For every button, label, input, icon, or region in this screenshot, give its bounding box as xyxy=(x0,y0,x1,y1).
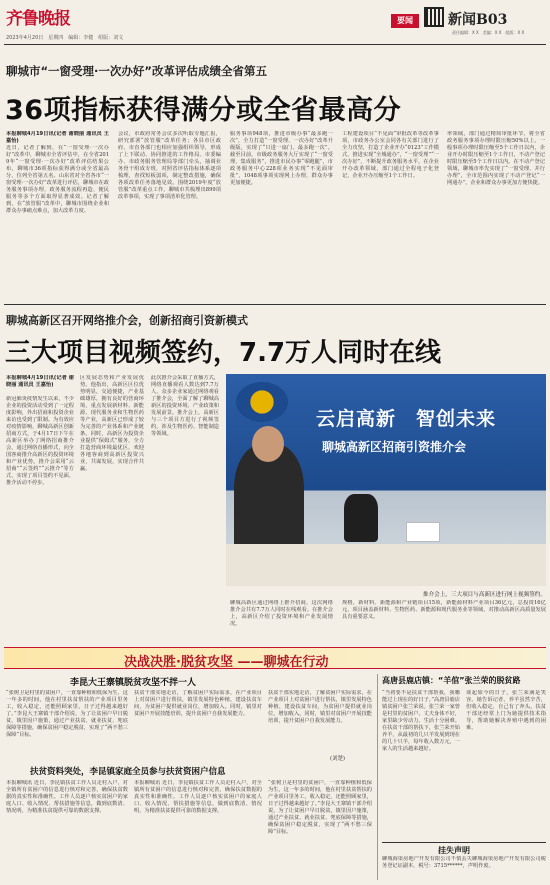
story2-col1: 新冠肺炎疫情发生以来，不少企业的投资活动受到了一定程度影响，外出招商和投资企业来访也受到了限制。为有效应对疫情影响，聊城高新区创新招商方式，于4月17日下午在高新区举办了网络招商推介会，通过网络直播形式，向全国客商推介高新区的投资环境和产业优势。推介会采用“云招商”“云签约”“云推介”等方式，实现了项目签约不见面、推介活动不停步。 xyxy=(6,396,74,486)
story3-sub2-body-a: 本报聊城讯 近日，李昆镇扶贫工作人员走村入户，对全镇所有贫困户的信息进行核对和完善，确保扶贫数据的真实性和准确性。工作人员逐户核实贫困户的家庭人口、收入情况、帮扶措施等信息，做到底数清、情况明，为精准扶贫提供可靠的数据支撑。 xyxy=(6,780,128,814)
story3-left-title: 李昆大王寨镇脱贫攻坚不拌一人 xyxy=(70,678,197,688)
story1-col4: 工程建设项目“不见面”审批改革等改革事项，市政务办公室会同各有关部门进行了全力攻坚，打造了企业开办“0123”工作模式，推进实现“全城通办”，“一窗受理”“一次办好”，不断提升政务服务水平。在企业开办改革领域，部门通过全程电子化登记，企业开办压缩至1个工作日。 xyxy=(342,131,439,179)
poverty-banner xyxy=(4,647,546,669)
qr-code-icon xyxy=(424,7,444,27)
story2-col3: 此次推介会采取了直播方式，网络直播观看人数达到7.7万人，众多企业家通过网络观看了推介会，全面了解了聊城高新区的投资环境、产业政策和发展前景。推介会上，高新区与三个项目方进行了视频签约，涉及生物医药、智能制造等领域。 xyxy=(151,375,219,437)
story1-headline: 36项指标获得满分或全省最高分 xyxy=(5,95,402,126)
news-photo xyxy=(226,374,546,586)
story2-kicker: 聊城高新区召开网络推介会，创新招商引资新模式 xyxy=(6,314,248,327)
table-surface xyxy=(226,544,546,586)
photo-banner-text: 云启高新 智创未来 xyxy=(316,408,497,430)
story3-left-body-a: “张树卫是村里的贫困户，一直靠种植和低保为生，这一年多的时间，他在村里扶贫帮扶的产业项目里务工，收入稳定，还能照顾家里，日子过得越来越好了。”李昆大王寨镇干部介绍说，为了让贫困户早日脱贫，镇里因户施策，通过产业扶贫、就业扶贫、兜底保障等措施，确保贫困户稳定脱贫，实现了“两不愁三保障”目标。 xyxy=(6,690,128,738)
photo-banner-subtext: 聊城高新区招商引资推介会 xyxy=(322,440,467,454)
edition-label: 新闻B03 xyxy=(448,12,508,28)
story3-right-body-a: “当初要不是扶贫干部帮我，我哪能过上现在的好日子。”高唐县鹿店镇贫困户张兰荣说。张兰荣一家曾是村里的贫困户，丈夫身体不好，家里缺少劳动力，生活十分困难。在扶贫干部的帮扶下，张兰荣开始养羊，从最初的几只羊发展到现在的几十只羊，每年收入数万元，一家人的生活越来越好。 xyxy=(382,690,460,752)
story2-byline: 本报聊城4月19日讯(记者 谢晓丽 通讯员 王嘉怡) xyxy=(6,375,74,388)
stage-logo-icon xyxy=(236,382,288,422)
story3-sub2-body-b: 本报聊城讯 近日，李昆镇扶贫工作人员走村入户，对全镇所有贫困户的信息进行核对和完善，确保扶贫数据的真实性和准确性。工作人员逐户核实贫困户的家庭人口、收入情况、帮扶措施等信息，做到底数清、情况明，为精准扶贫提供可靠的数据支撑。 xyxy=(134,780,262,814)
story1-byline: 本报聊城4月19日讯(记者 谢晓丽 通讯员 王嘉怡) xyxy=(6,131,109,144)
story1-col1: 近日，记者了解到，在“一窗受理·一次办好”改革中，聊城市全省评估中，在全省2019年“一窗受理·一次办好”改革评估结果公布，聊城市36项指标获得满分或全省最高分，位列全省第五名。山东省对全省各市“一窗受理·一次办好”改革进行评估，聊城市在政务服务事项办理、政务服务流程再造、便民服务等多个方面取得显著成效。记者了解到，在“放管服”改革中，聊城市围绕企业和群众办事痛点难点，加大改革力度。 xyxy=(6,145,109,214)
story1-kicker: 聊城市“一窗受理·一次办好”改革评估成绩全省第五 xyxy=(6,64,267,78)
story2-headline: 三大项目视频签约，7.7万人同时在线 xyxy=(5,338,442,368)
newspaper-logo: 齐鲁晚报 xyxy=(6,9,70,29)
notice-body: 聊城海渠房地产开发有限公司不慎丢失聊城海渠房地产开发有限公司税务登记证副本，税号：3715******，声明作废。 xyxy=(382,856,546,869)
story3-sub2-body-c: “张树卫是村里的贫困户，一直靠种植和低保为生，这一年多的时间，他在村里扶贫帮扶的产业项目里务工，收入稳定，还能照顾家里，日子过得越来越好了。”李昆大王寨镇干部介绍说，为了让贫困户早日脱贫，镇里因户施策，通过产业扶贫、就业扶贫、兜底保障等措施，确保贫困户稳定脱贫，实现了“两不愁三保障”目标。 xyxy=(268,780,372,835)
section-tag: 要闻 xyxy=(391,14,419,28)
story2-col2: 区发展态势和产业发展优势。他指出，高新区区位优势明显，交通便捷，产业基础雄厚，拥有良好的营商环境，重点发展新材料、新能源、现代服务业和生物医药等产业，高新区已形成了较为完善的产业体系和产业链条。同时，高新区为投资企业提供“保姆式”服务，全力打造营商环境最优区，欢迎各地客商到高新区投资兴业，共谋发展，实现合作共赢。 xyxy=(80,375,144,472)
story3-divider xyxy=(377,674,378,880)
story3-right-body-b: 谈起如今的日子，张兰荣满是笑容。她告诉记者，养羊虽然辛苦，但收入稳定，自己有了奔头。扶贫干部还经常上门为她提供技术指导，帮助她解决养殖中遇到的困难。 xyxy=(466,690,546,731)
person-figure-head xyxy=(252,426,284,462)
story3-left-body-c: 扶贫干部实地走访，了解贫困户实际需求，在产业项目上对贫困户进行帮扶，镇里发展特色种植，建设扶贫车间，为贫困户提供就业岗位，增加收入。同时，镇里对贫困户开展技能培训，提升贫困户自我发展能力。 xyxy=(268,690,372,724)
notice-box xyxy=(382,842,546,882)
editor-line: 责任编辑：X X 美编：X X 组版：X X xyxy=(452,30,525,35)
photo-caption: 推介会上，三大项目与高新区进行网上视频签约。 xyxy=(422,592,546,598)
story3-right-title: 高唐县鹿店镇：“羊倌”张兰荣的脱贫路 xyxy=(382,676,521,685)
name-card xyxy=(406,522,440,542)
story3-sub2-title: 扶贫资料突处，李昆镇家庭全员参与扶贫资困户信息 xyxy=(30,767,226,777)
desk-figure xyxy=(344,494,378,542)
notice-title: 挂失声明 xyxy=(438,846,470,855)
story3-left-body-b: 扶贫干部实地走访，了解贫困户实际需求，在产业项目上对贫困户进行帮扶，镇里发展特色种植，建设扶贫车间，为贫困户提供就业岗位，增加收入。同时，镇里对贫困户开展技能培训，提升贫困户自我发展能力。 xyxy=(134,690,262,717)
masthead-rule xyxy=(4,44,546,45)
story3-author: (刘楚) xyxy=(330,756,345,762)
story1-col2: 会议，市政府常务会议多次听取专题汇报，研究部署“放管服”改革任务；各县市区政府、市直各部门也相应加强组织领导，形成了上下联动、协同推进的工作格局。市委编办、市政务服务管理局等部门牵头，抽调业务骨干组成专班，对照省评估指标体系逐项梳理，查找短板弱项，制定整改措施，确保各项改革任务落地见效。围绕2019年度“放管服”改革重点工作，聊城市共梳理出899项改革事项，实现了事项清单化管理。 xyxy=(118,131,221,200)
story1-col3: 服务事项948项，推进市级办事“最多跑一次”，全力打造“一窗受理、一次办好”改革升级版，实现了“只进一扇门、最多跑一次”。截至目前，市级政务服务大厅实现了“一窗受理、集成服务”，推进市民办事“零跑腿”，市政务服务中心228项业务实现“不见面审批”，1048项事项实现网上办理，群众办事更加便捷。 xyxy=(230,131,333,186)
story2-col4: 聊城高新区通过网络上推介招商，这次网络推介会共有7.7万人同时在线观看。在推介会上，高新区介绍了投资环境和产业发展情况。 xyxy=(230,600,333,627)
story1-col5: 率领域，部门通过精简审批环节，将全省政务服务事项办理时限压缩50%以上，一般事项办理时限压缩至5个工作日以内，企业开办时限压缩至1个工作日，不动产登记时限压缩至5个工作日以内。在不动产登记领域，聊城市率先实现了“一窗受理、并行办理”，全市范围内实现了不动产登记“一网通办”，企业和群众办事更加方便快捷。 xyxy=(447,131,545,186)
story2-col5: 规格，新材料、新能源和产业链项目15项，新能源材料产业项目36亿元，总投资16亿元，项目涵盖新材料、生物医药、新能源和现代服务业等领域，对推动高新区高质量发展具有重要意义。 xyxy=(342,600,546,620)
story1-rule xyxy=(4,304,546,305)
dateline: 2023年4月20日 星期四 编辑：李健 组版：刘文 xyxy=(6,35,124,41)
poverty-banner-text: 决战决胜·脱贫攻坚 ——聊城在行动 xyxy=(124,655,329,670)
